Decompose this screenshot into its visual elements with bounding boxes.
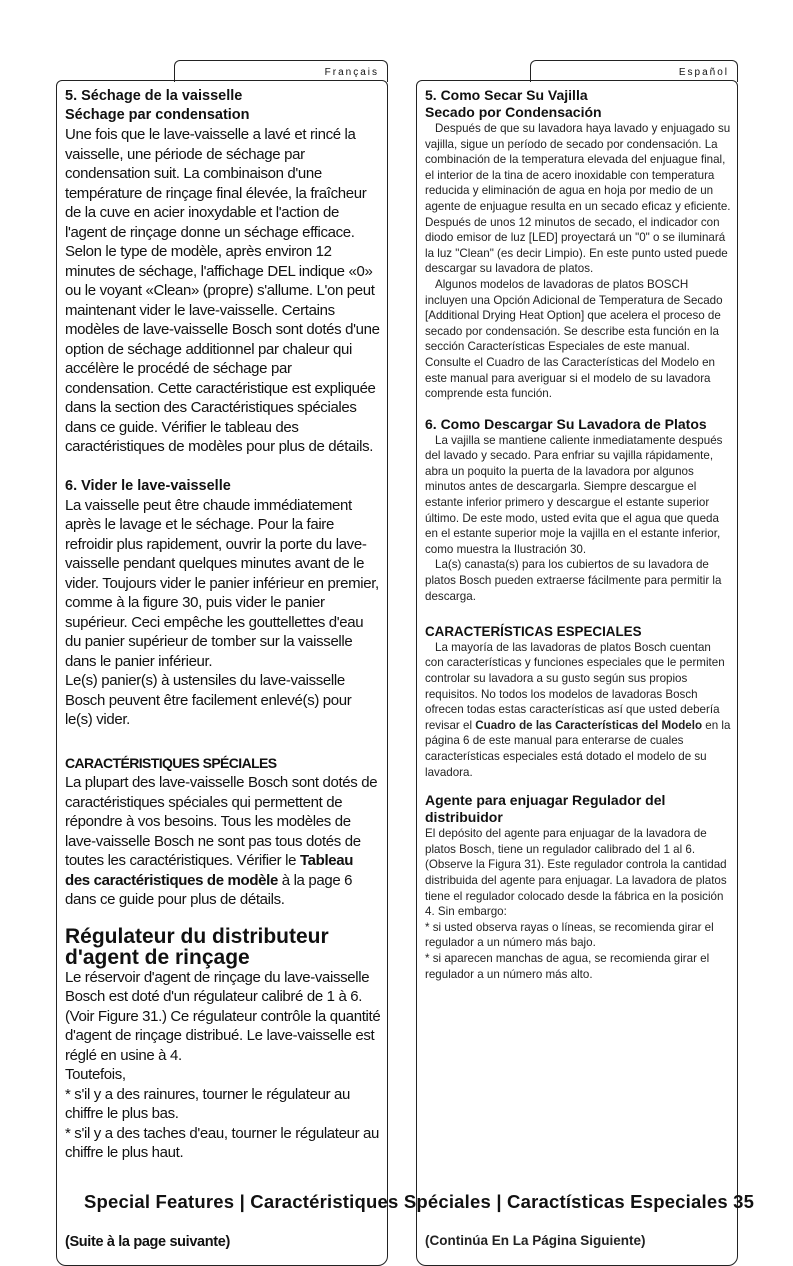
fr-special-features-title: CARACTÉRISTIQUES SPÉCIALES	[65, 754, 277, 771]
fr-section6-body: La vaisselle peut être chaude immédiatement après le lavage et le séchage. Pour la faire refroidir plus rapidement, ouvrir la porte du lave-vaisselle pendant quelques minutes avant de le vider. Toujours vider le panier inférieur en premier, comme à la figure 30, puis vider le panier supérieur. Ceci empêche les gouttellettes d'eau du panier supérieur de tomber sur la vaisselle dans le panier inférieur.	[65, 496, 379, 670]
fr-section5-title: 5. Séchage de la vaisselle	[65, 88, 243, 104]
fr-rinse-regulator-title: Régulateur du distributeur d'agent de rinçage	[65, 924, 329, 969]
es-section5-subtitle: Secado por Condensación	[425, 104, 602, 120]
fr-special-features-body: La plupart des lave-vaisselle Bosch sont dotés de caractéristiques spéciales qui permettent de répondre à vos besoins. Tous les modèles de lave-vaisselle Bosch ne sont pas tous dotés de toutes les caractéristiques. Vérifier le Tableau des caractéristiques de modèle à la page 6 dans ce guide pour plus de détails.	[65, 774, 378, 908]
fr-rinse-toutefois: Toutefois,	[65, 1066, 126, 1083]
fr-section5-body: Une fois que le lave-vaisselle a lavé et rincé la vaisselle, une période de séchage par condensation suit. La combinaison d'une température de rinçage final élevée, la fraîcheur de la cuve en acier inoxydable et l'action de l'agent de rinçage donne un séchage efficace. Selon le type de modèle, après environ 12 minutes de séchage, l'affichage DEL indique «0» ou le voyant «Clean» (propre) s'allume. L'on peut maintenant vider le lave-vaisselle. Certains modèles de lave-vaisselle Bosch sont dotés d'une option de séchage additionnel par chaleur qui accélère le procédé de séchage par condensation. Cette caractéristique est expliquée dans la section des Caractéristiques spéciales dans ce guide. Vérifier le tableau des caractéristiques de modèles pour plus de détails.	[65, 126, 380, 455]
page-footer: Special Features | Caractéristiques Spéciales | Caractísticas Especiales 35	[84, 1191, 755, 1212]
fr-section6-title: 6. Vider le lave-vaisselle	[65, 477, 231, 494]
language-tab-francais: Français	[174, 60, 388, 82]
language-tab-espanol: Español	[530, 60, 738, 82]
es-rinse-bullet-1: * si usted observa rayas o líneas, se recomienda girar el regulador a un número más bajo.	[425, 920, 714, 950]
es-special-features-body: La mayoría de las lavadoras de platos Bosch cuentan con características y funciones especiales que le permiten controlar su lavadora a su gusto según sus propios requisitos. No todos los modelos de lavadoras Bosch ofrecen todas estas características así que usted debería revisar el Cuadro de las Características del Modelo en la página 6 de este manual para enterarse de cuales características especiales está dotado el modelo de su lavadora.	[425, 640, 731, 779]
fr-section6-body2: Le(s) panier(s) à ustensiles du lave-vaisselle Bosch peuvent être facilement enlevé(s) pour le(s) vider.	[65, 672, 352, 728]
fr-section5-subtitle: Séchage par condensation	[65, 107, 250, 123]
fr-rinse-bullet-2: * s'il y a des taches d'eau, tourner le régulateur au chiffre le plus haut.	[65, 1124, 380, 1161]
fr-rinse-regulator-body: Le réservoir d'agent de rinçage du lave-vaisselle Bosch est doté d'un régulateur calibré de 1 à 6. (Voir Figure 31.) Ce régulateur contrôle la quantité d'agent de rinçage distribué. Le lave-vaisselle est réglé en usine à 4.	[65, 968, 381, 1064]
es-rinse-regulator-title: Agente para enjuagar Regulador del distribuidor	[425, 792, 666, 826]
es-rinse-regulator-body: El depósito del agente para enjuagar de la lavadora de platos Bosch, tiene un regulador calibrado del 1 al 6. (Observe la Figura 31). Este regulador controla la cantidad distribuida del agente para enjuagar. La lavadora de platos tiene el regulador colocado desde la fábrica en la posición 4. Sin embargo:	[425, 827, 727, 919]
es-continued-note: (Continúa En La Página Siguiente)	[425, 1233, 646, 1248]
es-section6-body: La vajilla se mantiene caliente inmediatamente después del lavado y secado. Para enfriar su vajilla rápidamente, abra un poquito la puerta de la lavadora por algunos minutos antes de descargarla. Siempre descargue el estante inferior primero y descargue el estante superior último. De este modo, usted evita que el agua que queda en el estante superior moje la vajilla en el estante inferior, como muestra la Ilustración 30.	[425, 433, 723, 556]
es-section5-body3: Algunos modelos de lavadoras de platos BOSCH incluyen una Opción Adicional de Temperatura de Secado [Additional Drying Heat Option] que acelera el proceso de secado por condensación. Se describe esta función en la sección Características Especiales de este manual. Consulte el Cuadro de las Características del Modelo en este manual para averiguar si el modelo de su lavadora comprende esta función.	[425, 277, 723, 401]
spanish-column	[416, 80, 738, 1266]
fr-continued-note: (Suite à la page suivante)	[65, 1234, 230, 1250]
es-section6-body2: La(s) canasta(s) para los cubiertos de su lavadora de platos Bosch pueden extraerse fácilmente para permitir la descarga.	[425, 558, 722, 603]
es-special-features-title: CARACTERÍSTICAS ESPECIALES	[425, 624, 642, 640]
es-section5-body: Después de que su lavadora haya lavado y enjuagado su vajilla, sigue un período de secado por condensación. La combinación de la temperatura elevada del enjuague final, el interior de la tina de acero inoxidable con temperatura reducida y eliminación de agua en hoja por medio de un agente de enjuague resulta en un secado eficaz y eficiente.	[425, 122, 731, 213]
french-column	[56, 80, 388, 1266]
es-features-table-ref: Cuadro de las Características del Modelo	[475, 718, 703, 732]
es-rinse-bullet-2: * si aparecen manchas de agua, se recomienda girar el regulador a un número más alto.	[425, 951, 710, 981]
fr-rinse-bullet-1: * s'il y a des rainures, tourner le régulateur au chiffre le plus bas.	[65, 1085, 351, 1122]
es-section5-title: 5. Como Secar Su Vajilla	[425, 87, 588, 103]
es-section5-body2: Después de unos 12 minutos de secado, el indicador con diodo emisor de luz [LED] proyectará un "0" o se iluminará la luz "Clean" (es decir Limpio). En este punto usted puede descargar su lavadora de platos.	[425, 215, 728, 276]
es-section6-title: 6. Como Descargar Su Lavadora de Platos	[425, 415, 707, 432]
fr-features-table-ref: Tableau des caractéristiques de modèle	[65, 852, 354, 889]
